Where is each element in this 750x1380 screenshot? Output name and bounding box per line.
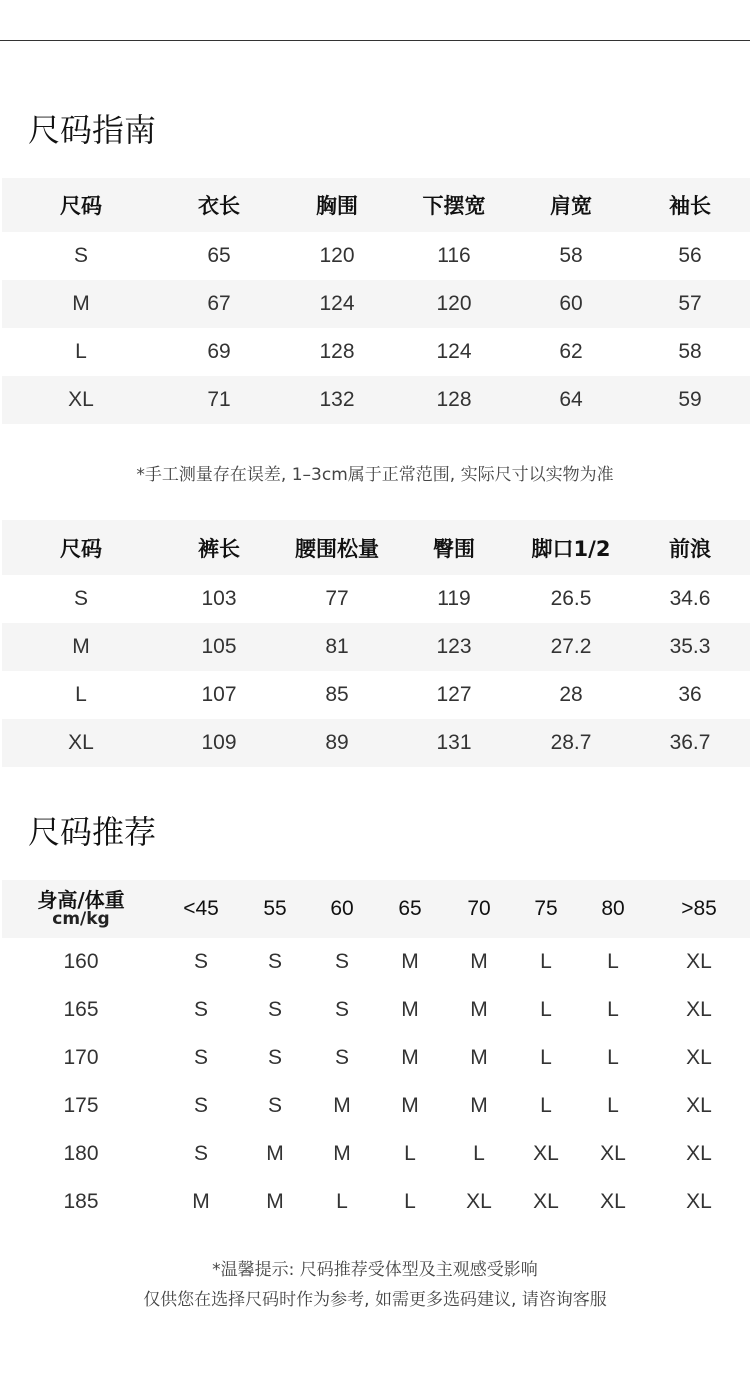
pants-table-header-row	[2, 520, 750, 575]
recommend-note-line-1: *温馨提示: 尺码推荐受体型及主观感受影响	[212, 1260, 538, 1280]
header-cell: 尺码	[2, 520, 160, 575]
table-cell: 120	[319, 244, 355, 267]
table-row	[2, 671, 750, 719]
table-cell: 65	[207, 244, 231, 267]
table-row	[2, 1034, 750, 1082]
header-cell: 腰围松量	[278, 520, 396, 575]
size-cell: M	[470, 950, 488, 973]
table-cell: 116	[437, 244, 471, 267]
size-cell: S	[267, 1046, 282, 1069]
table-cell: L	[75, 340, 87, 363]
size-cell: M	[401, 950, 419, 973]
weight-header: 70	[444, 880, 514, 938]
table-cell: 58	[678, 340, 702, 363]
table-row	[2, 1082, 750, 1130]
size-cell: S	[193, 998, 208, 1021]
size-cell: S	[334, 998, 349, 1021]
weight-header: 75	[514, 880, 578, 938]
height-cell: 170	[63, 1046, 99, 1069]
size-cell: M	[470, 998, 488, 1021]
size-cell: S	[267, 950, 282, 973]
table-cell: 77	[325, 587, 349, 610]
measurement-note: *手工测量存在误差, 1–3cm属于正常范围, 实际尺寸以实物为准	[136, 465, 614, 485]
top-table-header-row	[2, 178, 750, 232]
table-cell: 119	[437, 587, 471, 610]
recommend-header-row	[2, 880, 750, 938]
height-cell: 180	[63, 1142, 99, 1165]
table-cell: 109	[160, 719, 278, 767]
table-cell: M	[2, 623, 160, 671]
table-cell: 62	[559, 340, 583, 363]
table-row	[2, 575, 750, 623]
size-cell: XL	[686, 1094, 712, 1117]
size-cell: L	[336, 1190, 348, 1213]
size-cell: XL	[686, 1142, 712, 1165]
unit-label: cm/kg	[52, 908, 110, 929]
weight-header: 65	[376, 880, 444, 938]
size-cell: S	[267, 998, 282, 1021]
weight-header: <45	[160, 880, 242, 938]
size-cell: M	[333, 1094, 351, 1117]
size-cell: XL	[533, 1142, 559, 1165]
height-cell: 165	[63, 998, 99, 1021]
size-cell: S	[267, 1094, 282, 1117]
table-row	[2, 623, 750, 671]
header-cell: 前浪	[630, 520, 750, 575]
size-cell: S	[193, 1094, 208, 1117]
table-cell: 124	[436, 340, 472, 363]
size-guide-title: 尺码指南	[28, 111, 157, 149]
size-cell: XL	[686, 1190, 712, 1213]
table-cell: 34.6	[669, 587, 711, 610]
weight-header: >85	[648, 880, 750, 938]
table-cell: 27.2	[512, 623, 630, 671]
table-row	[2, 938, 750, 986]
table-cell: XL	[2, 719, 160, 767]
table-cell: 128	[319, 340, 355, 363]
header-cell: 胸围	[278, 178, 396, 232]
table-cell: 28	[559, 683, 583, 706]
size-cell: L	[473, 1142, 485, 1165]
table-cell: 36.7	[630, 719, 750, 767]
size-cell: M	[470, 1094, 488, 1117]
table-cell: M	[2, 280, 160, 328]
size-cell: XL	[466, 1190, 492, 1213]
top-size-table	[2, 178, 750, 424]
height-weight-corner-label	[2, 880, 160, 938]
height-cell: 185	[63, 1190, 99, 1213]
table-cell: 26.5	[550, 587, 592, 610]
table-cell: 128	[396, 376, 512, 424]
table-cell: 89	[278, 719, 396, 767]
table-cell: 59	[630, 376, 750, 424]
table-cell: 64	[512, 376, 630, 424]
size-cell: S	[193, 1046, 208, 1069]
size-cell: S	[334, 950, 349, 973]
size-cell: XL	[600, 1190, 626, 1213]
table-row	[2, 1178, 750, 1226]
table-cell: 35.3	[630, 623, 750, 671]
recommend-note-line-2: 仅供您在选择尺码时作为参考, 如需更多选码建议, 请咨询客服	[143, 1289, 607, 1310]
table-cell: 58	[559, 244, 583, 267]
size-cell: L	[540, 998, 552, 1021]
size-cell: M	[401, 998, 419, 1021]
top-divider	[0, 40, 750, 41]
weight-header: 80	[578, 880, 648, 938]
size-cell: M	[266, 1142, 284, 1165]
height-cell: 175	[63, 1094, 99, 1117]
header-cell: 裤长	[160, 520, 278, 575]
size-recommend-title: 尺码推荐	[28, 813, 157, 851]
size-cell: L	[404, 1142, 416, 1165]
table-cell: L	[75, 683, 87, 706]
size-cell: XL	[686, 998, 712, 1021]
weight-header: 60	[308, 880, 376, 938]
table-cell: 60	[512, 280, 630, 328]
table-cell: 85	[325, 683, 349, 706]
header-cell: 衣长	[160, 178, 278, 232]
table-cell: 131	[396, 719, 512, 767]
table-cell: 57	[630, 280, 750, 328]
size-cell: M	[192, 1190, 210, 1213]
table-row	[2, 376, 750, 424]
size-recommend-table	[2, 880, 750, 1226]
weight-header: 55	[242, 880, 308, 938]
table-cell: 67	[160, 280, 278, 328]
size-cell: L	[540, 1094, 552, 1117]
size-cell: M	[266, 1190, 284, 1213]
table-cell: 124	[278, 280, 396, 328]
height-weight-label: 身高/体重	[37, 887, 125, 912]
table-cell: 81	[278, 623, 396, 671]
table-cell: 69	[207, 340, 231, 363]
size-cell: L	[607, 1094, 619, 1117]
size-cell: XL	[686, 1046, 712, 1069]
size-cell: XL	[533, 1190, 559, 1213]
pants-size-table	[2, 520, 750, 767]
header-cell: 肩宽	[512, 178, 630, 232]
header-cell: 袖长	[630, 178, 750, 232]
table-cell: 120	[396, 280, 512, 328]
recommend-note	[0, 1256, 750, 1316]
header-cell: 臀围	[396, 520, 512, 575]
table-row	[2, 232, 750, 280]
size-cell: M	[401, 1046, 419, 1069]
size-cell: S	[193, 950, 208, 973]
table-cell: 123	[396, 623, 512, 671]
size-cell: M	[470, 1046, 488, 1069]
table-row	[2, 328, 750, 376]
size-cell: S	[334, 1046, 349, 1069]
size-cell: S	[193, 1142, 208, 1165]
size-cell: XL	[600, 1142, 626, 1165]
size-cell: L	[607, 1046, 619, 1069]
header-cell: 脚口1/2	[512, 520, 630, 575]
table-cell: 56	[678, 244, 702, 267]
table-row	[2, 1130, 750, 1178]
table-cell: 28.7	[512, 719, 630, 767]
height-cell: 160	[63, 950, 99, 973]
table-cell: 107	[201, 683, 237, 706]
size-cell: M	[333, 1142, 351, 1165]
table-cell: 36	[678, 683, 702, 706]
header-cell: 下摆宽	[396, 178, 512, 232]
table-cell: S	[73, 587, 88, 610]
size-cell: L	[540, 1046, 552, 1069]
header-cell: 尺码	[2, 178, 160, 232]
table-cell: S	[73, 244, 88, 267]
table-cell: 105	[160, 623, 278, 671]
size-cell: L	[607, 950, 619, 973]
table-cell: 132	[278, 376, 396, 424]
size-cell: L	[540, 950, 552, 973]
table-cell: 71	[160, 376, 278, 424]
table-row	[2, 986, 750, 1034]
size-cell: L	[404, 1190, 416, 1213]
table-row	[2, 719, 750, 767]
table-cell: 127	[436, 683, 472, 706]
size-cell: L	[607, 998, 619, 1021]
table-cell: 103	[201, 587, 237, 610]
table-row	[2, 280, 750, 328]
size-cell: M	[401, 1094, 419, 1117]
table-cell: XL	[2, 376, 160, 424]
size-cell: XL	[686, 950, 712, 973]
